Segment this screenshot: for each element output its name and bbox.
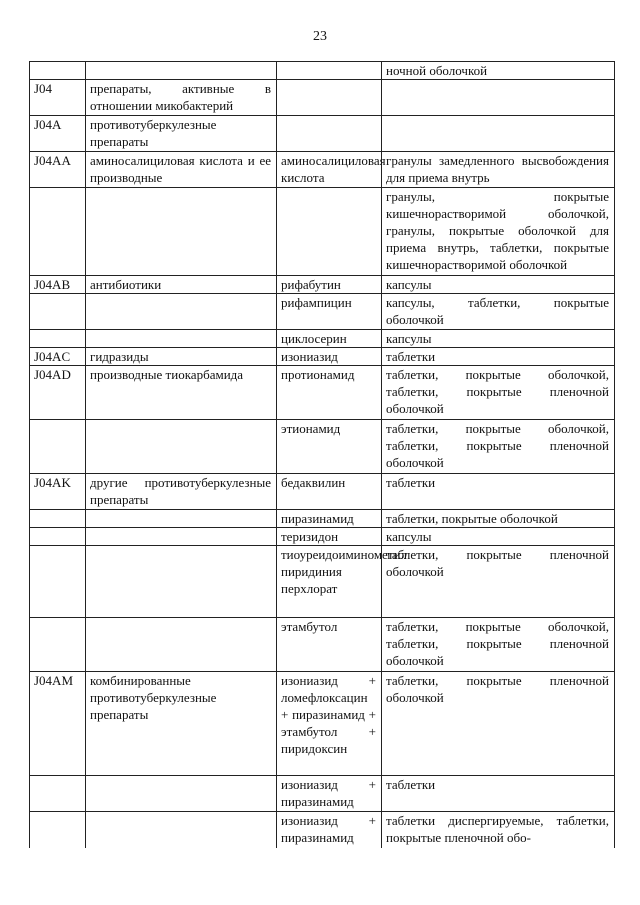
atc-code-cell xyxy=(30,546,86,618)
drug-cell: рифабутин xyxy=(277,276,382,294)
table-row xyxy=(30,776,615,812)
atc-code-cell: J04AA xyxy=(30,152,86,188)
atc-code-cell: J04AC xyxy=(30,348,86,366)
dosage-form-cell: гранулы замедленного высвобождения для приема внутрь xyxy=(382,152,615,188)
group-cell xyxy=(86,330,277,348)
atc-code-cell xyxy=(30,294,86,330)
dosage-form-cell: капсулы xyxy=(382,330,615,348)
drug-cell: циклосерин xyxy=(277,330,382,348)
drug-cell: бедаквилин xyxy=(277,474,382,510)
drug-cell: рифампицин xyxy=(277,294,382,330)
table-row xyxy=(30,672,615,776)
drug-cell: протионамид xyxy=(277,366,382,420)
table-row xyxy=(30,80,615,116)
atc-code-cell xyxy=(30,812,86,848)
drug-cell xyxy=(277,62,382,80)
table-row xyxy=(30,276,615,294)
dosage-form-cell: ночной оболочкой xyxy=(382,62,615,80)
dosage-form-cell: таблетки xyxy=(382,474,615,510)
atc-code-cell: J04AM xyxy=(30,672,86,776)
table-row xyxy=(30,546,615,618)
group-cell: другие противотуберкулезные препараты xyxy=(86,474,277,510)
atc-code-cell xyxy=(30,420,86,474)
group-cell xyxy=(86,546,277,618)
atc-code-cell: J04AD xyxy=(30,366,86,420)
group-cell: производные тиокарбамида xyxy=(86,366,277,420)
atc-code-cell: J04AB xyxy=(30,276,86,294)
page-number: 23 xyxy=(313,29,327,44)
drug-cell: этионамид xyxy=(277,420,382,474)
drug-table xyxy=(29,61,615,848)
table-row xyxy=(30,62,615,80)
atc-code-cell xyxy=(30,528,86,546)
atc-code-cell xyxy=(30,618,86,672)
dosage-form-cell: таблетки, покрытые пленочной оболочкой xyxy=(382,546,615,618)
group-cell xyxy=(86,618,277,672)
drug-cell: тиоуреидоиминометил пиридиния перхлорат xyxy=(277,546,382,618)
dosage-form-cell: капсулы xyxy=(382,528,615,546)
drug-cell: аминосалициловая кислота xyxy=(277,152,382,188)
group-cell xyxy=(86,62,277,80)
table-row xyxy=(30,618,615,672)
dosage-form-cell: таблетки, покрытые пленочной оболочкой xyxy=(382,672,615,776)
table-row xyxy=(30,474,615,510)
drug-cell: изониазид + пиразинамид xyxy=(277,776,382,812)
dosage-form-cell: таблетки диспергируемые, таблетки, покрытые пленочной обо- xyxy=(382,812,615,848)
group-cell: противотуберкулезные препараты xyxy=(86,116,277,152)
group-cell xyxy=(86,294,277,330)
dosage-form-cell: таблетки, покрытые оболочкой, таблетки, покрытые пленочной оболочкой xyxy=(382,618,615,672)
dosage-form-cell xyxy=(382,116,615,152)
atc-code-cell xyxy=(30,62,86,80)
group-cell: комбинированные противотуберкулезные препараты xyxy=(86,672,277,776)
dosage-form-cell: таблетки xyxy=(382,776,615,812)
table-row xyxy=(30,188,615,276)
group-cell xyxy=(86,420,277,474)
dosage-form-cell: таблетки, покрытые оболочкой, таблетки, покрытые пленочной оболочкой xyxy=(382,420,615,474)
drug-cell xyxy=(277,188,382,276)
drug-cell: изониазид + пиразинамид xyxy=(277,812,382,848)
dosage-form-cell: капсулы xyxy=(382,276,615,294)
group-cell: аминосалициловая кислота и ее производные xyxy=(86,152,277,188)
atc-code-cell: J04 xyxy=(30,80,86,116)
group-cell xyxy=(86,188,277,276)
group-cell: гидразиды xyxy=(86,348,277,366)
group-cell: препараты, активные в отношении микобактерий xyxy=(86,80,277,116)
group-cell xyxy=(86,528,277,546)
atc-code-cell xyxy=(30,330,86,348)
drug-cell: этамбутол xyxy=(277,618,382,672)
table-row xyxy=(30,420,615,474)
atc-code-cell: J04AK xyxy=(30,474,86,510)
dosage-form-cell xyxy=(382,80,615,116)
dosage-form-cell: гранулы, покрытые кишечнорастворимой оболочкой, гранулы, покрытые оболочкой для приема внутрь, таблетки, покрытые кишечнорастворимой оболочкой xyxy=(382,188,615,276)
atc-code-cell xyxy=(30,188,86,276)
drug-cell: изониазид xyxy=(277,348,382,366)
table-row xyxy=(30,528,615,546)
table-row xyxy=(30,330,615,348)
table-row xyxy=(30,294,615,330)
atc-code-cell: J04A xyxy=(30,116,86,152)
dosage-form-cell: таблетки, покрытые оболочкой, таблетки, покрытые пленочной оболочкой xyxy=(382,366,615,420)
drug-cell xyxy=(277,116,382,152)
drug-cell: теризидон xyxy=(277,528,382,546)
group-cell xyxy=(86,510,277,528)
dosage-form-cell: таблетки, покрытые оболочкой xyxy=(382,510,615,528)
table-row xyxy=(30,366,615,420)
group-cell xyxy=(86,776,277,812)
table-row xyxy=(30,116,615,152)
table-row xyxy=(30,812,615,848)
table-row xyxy=(30,510,615,528)
atc-code-cell xyxy=(30,510,86,528)
group-cell: антибиотики xyxy=(86,276,277,294)
dosage-form-cell: таблетки xyxy=(382,348,615,366)
drug-cell: пиразинамид xyxy=(277,510,382,528)
table-row xyxy=(30,348,615,366)
drug-cell: изониазид + ломефлоксацин + пиразинамид + этамбутол + пиридоксин xyxy=(277,672,382,776)
table-row xyxy=(30,152,615,188)
atc-code-cell xyxy=(30,776,86,812)
dosage-form-cell: капсулы, таблетки, покрытые оболочкой xyxy=(382,294,615,330)
drug-cell xyxy=(277,80,382,116)
group-cell xyxy=(86,812,277,848)
